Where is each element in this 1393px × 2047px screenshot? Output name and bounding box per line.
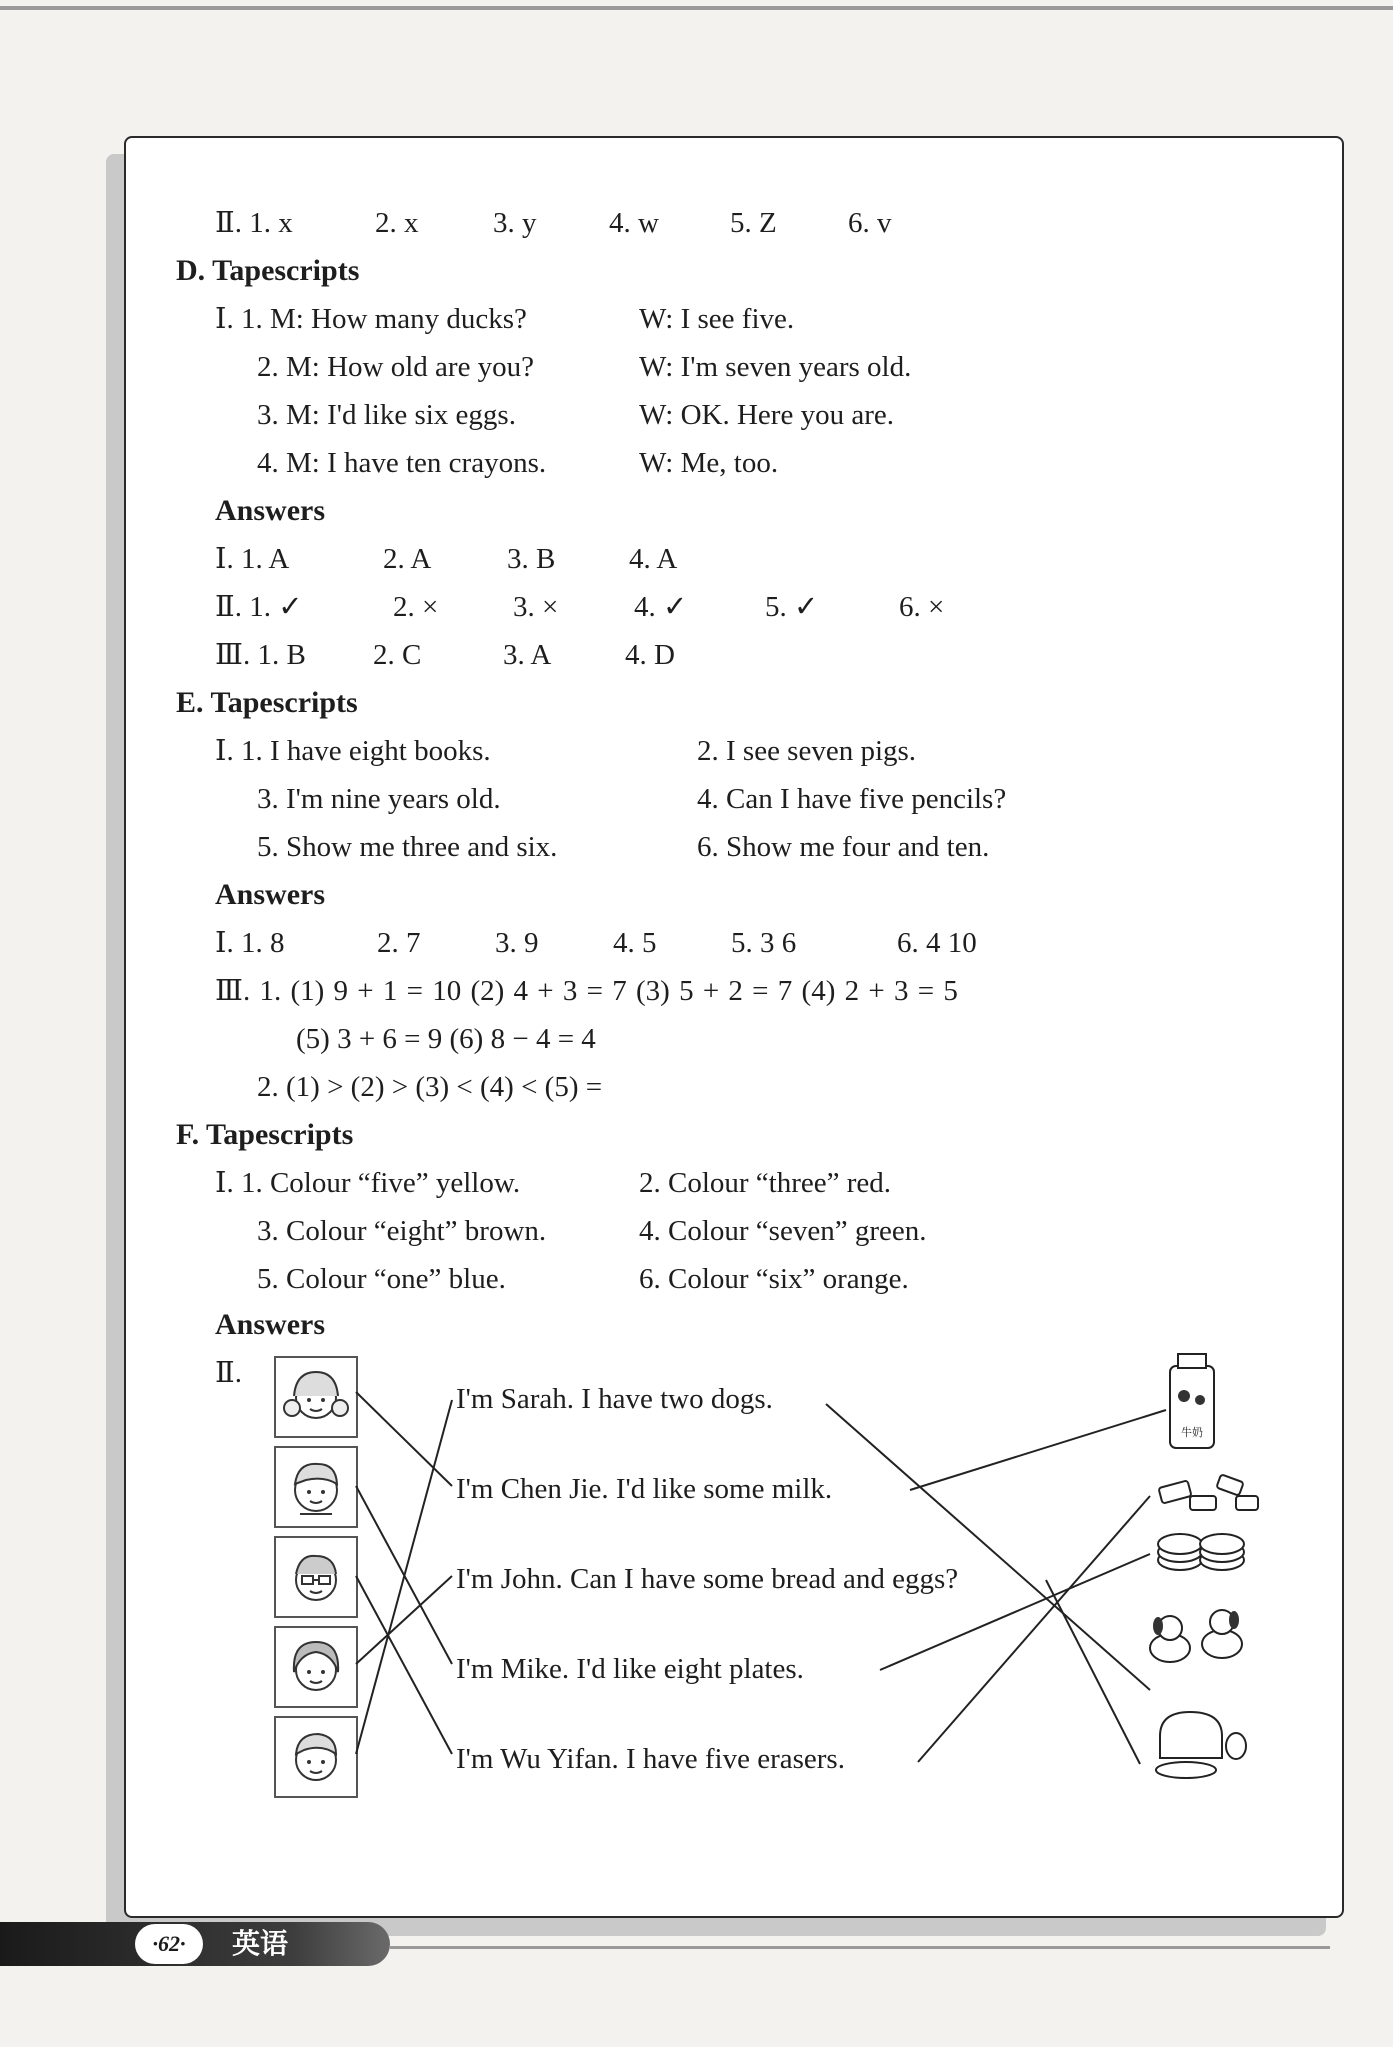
e-line-3-a: 5. Show me three and six. <box>257 831 558 863</box>
match-sentence-1: I'm Sarah. I have two dogs. <box>456 1383 773 1415</box>
d-ans-1-1: Ⅰ. 1. A <box>215 543 290 575</box>
d-ans-2-2: 2. × <box>393 591 439 623</box>
e-line-1-a: Ⅰ. 1. I have eight books. <box>215 735 491 767</box>
section-f-heading: F. Tapescripts <box>176 1118 354 1151</box>
e-line-2-a: 3. I'm nine years old. <box>257 783 501 815</box>
d-ans-2-4: 4. ✓ <box>634 591 688 623</box>
d-ans-1-2: 2. A <box>383 543 432 575</box>
e-answers-row-4: 2. (1) > (2) > (3) < (4) < (5) = <box>257 1071 603 1103</box>
d-ans-2-5: 5. ✓ <box>765 591 819 623</box>
e-answers-row-2: Ⅲ. 1. (1) 9 + 1 = 10 (2) 4 + 3 = 7 (3) 5 + 2 = 7 (4) 2 + 3 = 5 <box>215 975 958 1007</box>
plates-icon <box>1158 1534 1244 1570</box>
d-line-1-w: W: I see five. <box>639 303 795 335</box>
d-line-3-m: 3. M: I'd like six eggs. <box>257 399 516 431</box>
d-ans-2-1: Ⅱ. 1. ✓ <box>215 591 303 623</box>
matching-label: Ⅱ. <box>215 1357 242 1389</box>
d-ans-3-2: 2. C <box>373 639 422 671</box>
c2-item-3: 3. y <box>493 207 537 239</box>
d-ans-2-3: 3. × <box>513 591 559 623</box>
d-line-2-w: W: I'm seven years old. <box>639 351 912 383</box>
f-line-1-a: Ⅰ. 1. Colour “five” yellow. <box>215 1167 521 1199</box>
erasers-icon <box>1158 1474 1258 1510</box>
e-ans-3: 3. 9 <box>495 927 539 959</box>
d-line-2-m: 2. M: How old are you? <box>257 351 535 383</box>
subject-label: 英语 <box>232 1927 289 1960</box>
dogs-icon <box>1150 1610 1242 1662</box>
line-dogs <box>826 1404 1150 1690</box>
e-ans-2: 2. 7 <box>377 927 421 959</box>
line-erasers <box>918 1496 1150 1762</box>
e-ans-5: 5. 3 6 <box>731 927 797 959</box>
c2-item-4: 4. w <box>609 207 659 239</box>
match-sentence-3: I'm John. Can I have some bread and eggs? <box>456 1563 959 1595</box>
d-ans-2-6: 6. × <box>899 591 945 623</box>
line-wu-sarah-sentence <box>356 1400 452 1754</box>
d-line-3-w: W: OK. Here you are. <box>639 399 894 431</box>
f-line-2-a: 3. Colour “eight” brown. <box>257 1215 547 1247</box>
d-ans-3-1: Ⅲ. 1. B <box>215 639 306 671</box>
d-ans-1-4: 4. A <box>629 543 678 575</box>
e-line-2-b: 4. Can I have five pencils? <box>697 783 1007 815</box>
d-line-4-w: W: Me, too. <box>639 447 779 479</box>
e-ans-6: 6. 4 10 <box>897 927 977 959</box>
e-ans-4: 4. 5 <box>613 927 657 959</box>
f-line-1-b: 2. Colour “three” red. <box>639 1167 892 1199</box>
d-ans-3-4: 4. D <box>625 639 675 671</box>
c2-item-6: 6. v <box>848 207 892 239</box>
d-answers-heading: Answers <box>215 494 325 527</box>
section-d-heading: D. Tapescripts <box>176 254 360 287</box>
d-ans-3-3: 3. A <box>503 639 552 671</box>
match-sentence-4: I'm Mike. I'd like eight plates. <box>456 1653 804 1685</box>
bread-eggs-icon <box>1156 1712 1246 1778</box>
line-milk <box>910 1410 1166 1490</box>
f-line-2-b: 4. Colour “seven” green. <box>639 1215 927 1247</box>
e-line-1-b: 2. I see seven pigs. <box>697 735 917 767</box>
c2-item-2: 2. x <box>375 207 419 239</box>
d-line-4-m: 4. M: I have ten crayons. <box>257 447 547 479</box>
match-sentence-2: I'm Chen Jie. I'd like some milk. <box>456 1473 833 1505</box>
c2-label: Ⅱ. 1. x <box>215 207 293 239</box>
line-mike-john-sentence <box>356 1576 452 1664</box>
e-answers-heading: Answers <box>215 878 325 911</box>
c2-item-5: 5. Z <box>730 207 777 239</box>
f-answers-heading: Answers <box>215 1308 325 1341</box>
d-ans-1-3: 3. B <box>507 543 556 575</box>
line-john-wu-sentence <box>356 1576 452 1754</box>
match-sentence-5: I'm Wu Yifan. I have five erasers. <box>456 1743 845 1775</box>
page-number: ·62· <box>135 1924 203 1964</box>
e-answers-row-3: (5) 3 + 6 = 9 (6) 8 − 4 = 4 <box>296 1023 596 1055</box>
f-line-3-b: 6. Colour “six” orange. <box>639 1263 909 1295</box>
f-line-3-a: 5. Colour “one” blue. <box>257 1263 506 1295</box>
line-bread-eggs <box>1046 1580 1140 1764</box>
e-line-3-b: 6. Show me four and ten. <box>697 831 990 863</box>
e-ans-1: Ⅰ. 1. 8 <box>215 927 285 959</box>
line-sarah-milk-sentence <box>356 1392 452 1486</box>
milk-label: 牛奶 <box>1181 1426 1203 1439</box>
section-e-heading: E. Tapescripts <box>176 686 358 719</box>
d-line-1-m: Ⅰ. 1. M: How many ducks? <box>215 303 527 335</box>
footer-rule <box>390 1946 1330 1949</box>
